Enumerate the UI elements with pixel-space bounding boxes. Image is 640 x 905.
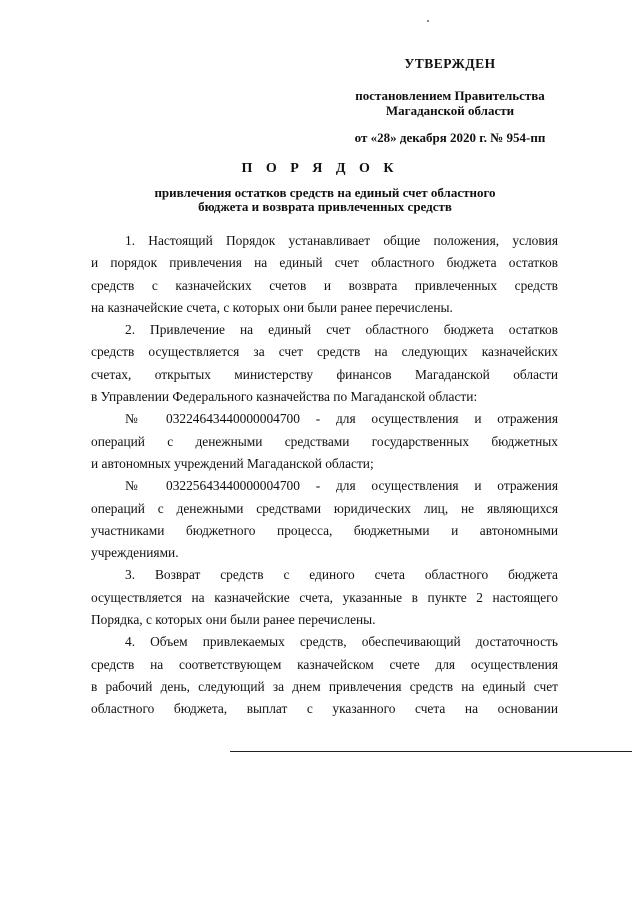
paragraph-account-2	[91, 475, 558, 564]
document-body	[91, 230, 558, 721]
text-line: в Управлении Федерального казначейства по Магаданской области:	[91, 389, 478, 405]
paragraph-2	[91, 319, 558, 408]
approval-line-1: постановлением Правительства	[355, 88, 545, 103]
approval-date-number: от «28» декабря 2020 г. № 954-пп	[354, 130, 546, 145]
text-line: средств с казначейских счетов и возврата привлеченных средств	[91, 277, 558, 293]
approval-stamp	[300, 56, 600, 145]
text-line: и автономных учреждений Магаданской области;	[91, 455, 374, 471]
approval-heading: УТВЕРЖДЕН	[404, 56, 496, 71]
text-line: осуществляется на казначейские счета, указанные в пункте 2 настоящего	[91, 589, 558, 605]
text-line: 2. Привлечение на единый счет областного бюджета остатков	[125, 322, 558, 338]
text-line: № 03225643440000004700 - для осуществления и отражения	[125, 478, 558, 494]
document-subtitle	[90, 186, 560, 214]
text-line: и порядок привлечения на единый счет областного бюджета остатков	[91, 255, 558, 271]
subtitle-line-1: привлечения остатков средств на единый счет областного	[154, 185, 496, 200]
subtitle-line-2: бюджета и возврата привлеченных средств	[198, 199, 452, 214]
paragraph-3	[91, 564, 558, 631]
footer-divider	[230, 751, 632, 752]
paragraph-account-1	[91, 408, 558, 475]
text-line: средств осуществляется за счет средств на следующих казначейских	[91, 344, 558, 360]
text-line: учреждениями.	[91, 545, 179, 561]
text-line: на казначейские счета, с которых они были ранее перечислены.	[91, 299, 453, 315]
text-line: в рабочий день, следующий за днем привлечения средств на единый счет	[91, 678, 558, 694]
text-line: 3. Возврат средств с единого счета областного бюджета	[125, 567, 558, 583]
paragraph-1	[91, 230, 558, 319]
text-line: 4. Объем привлекаемых средств, обеспечивающий достаточность	[125, 634, 558, 650]
text-line: № 03224643440000004700 - для осуществления и отражения	[125, 411, 558, 427]
text-line: операций с денежными средствами государственных бюджетных	[91, 433, 558, 449]
text-line: операций с денежными средствами юридических лиц, не являющихся	[91, 500, 558, 516]
text-line: Порядка, с которых они были ранее перечислены.	[91, 612, 376, 628]
text-line: 1. Настоящий Порядок устанавливает общие положения, условия	[125, 233, 558, 248]
text-line: областного бюджета, выплат с указанного счета на основании	[91, 701, 558, 717]
text-line: счетах, открытых министерству финансов Магаданской области	[91, 366, 558, 382]
paragraph-4	[91, 631, 558, 720]
text-line: участниками бюджетного процесса, бюджетными и автономными	[91, 522, 558, 538]
approval-line-2: Магаданской области	[385, 103, 515, 118]
text-line: средств на соответствующем казначейском счете для осуществления	[91, 656, 558, 672]
scan-speck	[427, 20, 429, 22]
document-title: П О Р Я Д О К	[241, 161, 399, 176]
